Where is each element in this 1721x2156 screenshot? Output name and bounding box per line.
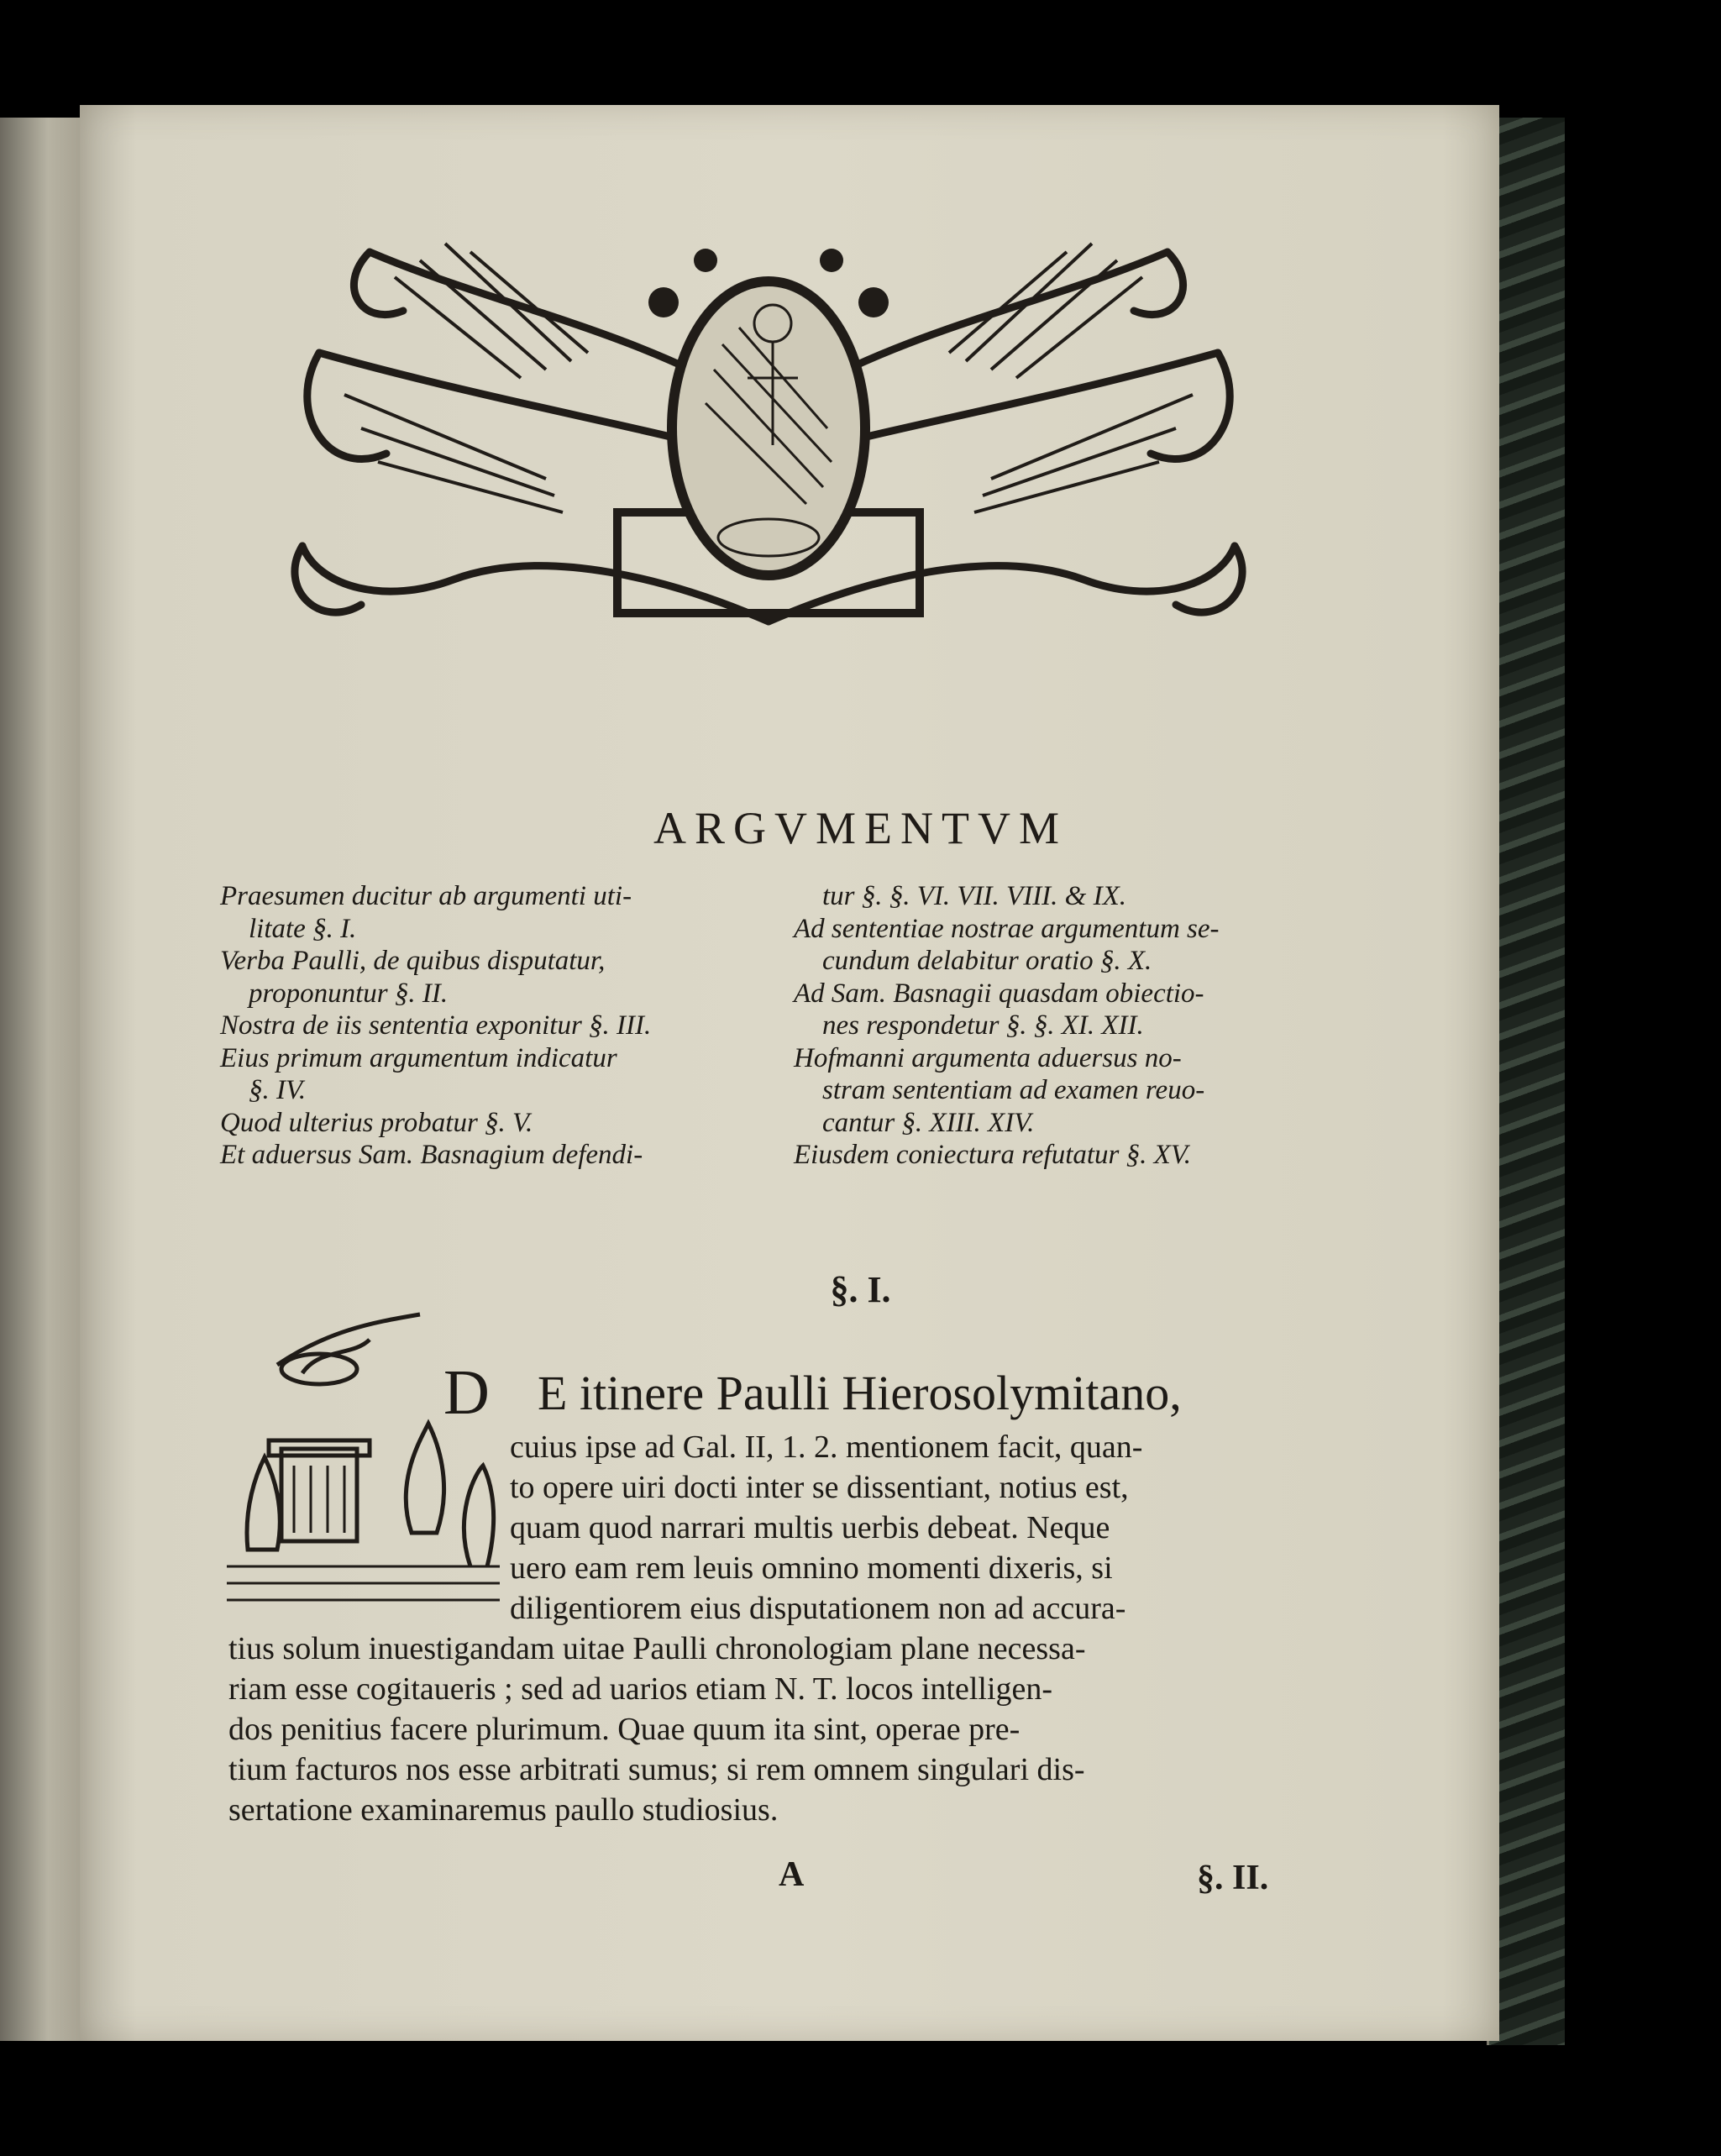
body-line: dos penitius facere plurimum. Quae quum ita sint, operae pre- [228,1712,1021,1747]
body-line: tium facturos nos esse arbitrati sumus; si rem omnem singulari dis- [228,1752,1085,1787]
signature-mark: A [779,1855,805,1894]
argument-line: Eiusdem coniectura refutatur §. XV. [794,1140,1191,1170]
body-line: sertatione examinaremus paullo studiosius. [228,1792,779,1828]
body-line: uero eam rem leuis omnino momenti dixeris, si [510,1550,1113,1586]
body-line: to opere uiri docti inter se dissentiant, notius est, [510,1470,1129,1505]
catchword: §. II. [1197,1859,1269,1897]
argument-line: Et aduersus Sam. Basnagium defendi- [220,1140,643,1170]
argument-line: Ad Sam. Basnagii quasdam obiectio- [794,978,1204,1009]
body-line: quam quod narrari multis uerbis debeat. Neque [510,1510,1110,1545]
body-line: riam esse cogitaueris ; sed ad uarios etiam N. T. locos intelligen- [228,1671,1053,1707]
body-line: diligentiorem eius disputationem non ad accura- [510,1591,1126,1626]
argument-line: cantur §. XIII. XIV. [822,1107,1035,1138]
argument-line: tur §. §. VI. VII. VIII. & IX. [822,881,1126,911]
argument-line: Ad sententiae nostrae argumentum se- [794,913,1220,944]
argument-line: §. IV. [249,1075,307,1105]
drop-capital: D [443,1357,490,1428]
body-line: cuius ipse ad Gal. II, 1. 2. mentionem facit, quan- [510,1429,1143,1465]
argument-list-left [220,880,774,1172]
opening-line: E itinere Paulli Hierosolymitano, [538,1366,1182,1420]
argument-line: Eius primum argumentum indicatur [220,1042,617,1073]
argument-line: Praesumen ducitur ab argumenti uti- [220,881,632,911]
argument-line: Nostra de iis sententia exponitur §. III. [220,1010,652,1041]
facing-page-edge [0,118,80,2041]
argument-line: stram sententiam ad examen reuo- [822,1075,1205,1105]
section-heading: §. I. [830,1269,891,1310]
argument-line: proponuntur §. II. [249,978,449,1009]
argument-line: nes respondetur §. §. XI. XII. [822,1010,1144,1041]
argument-line: cundum delabitur oratio §. X. [822,946,1152,976]
argument-line: litate §. I. [249,913,357,944]
woodcut-initial-illustration [227,1298,500,1608]
body-line: tius solum inuestigandam uitae Paulli chronologiam plane necessa- [228,1631,1086,1666]
argument-list-right [794,880,1331,1172]
argument-heading: ARGVMENTVM [653,803,1068,853]
ornamental-headpiece [269,227,1268,664]
argument-line: Hofmanni argumenta aduersus no- [794,1042,1182,1073]
argument-line: Quod ulterius probatur §. V. [220,1107,533,1138]
argument-line: Verba Paulli, de quibus disputatur, [220,946,606,976]
